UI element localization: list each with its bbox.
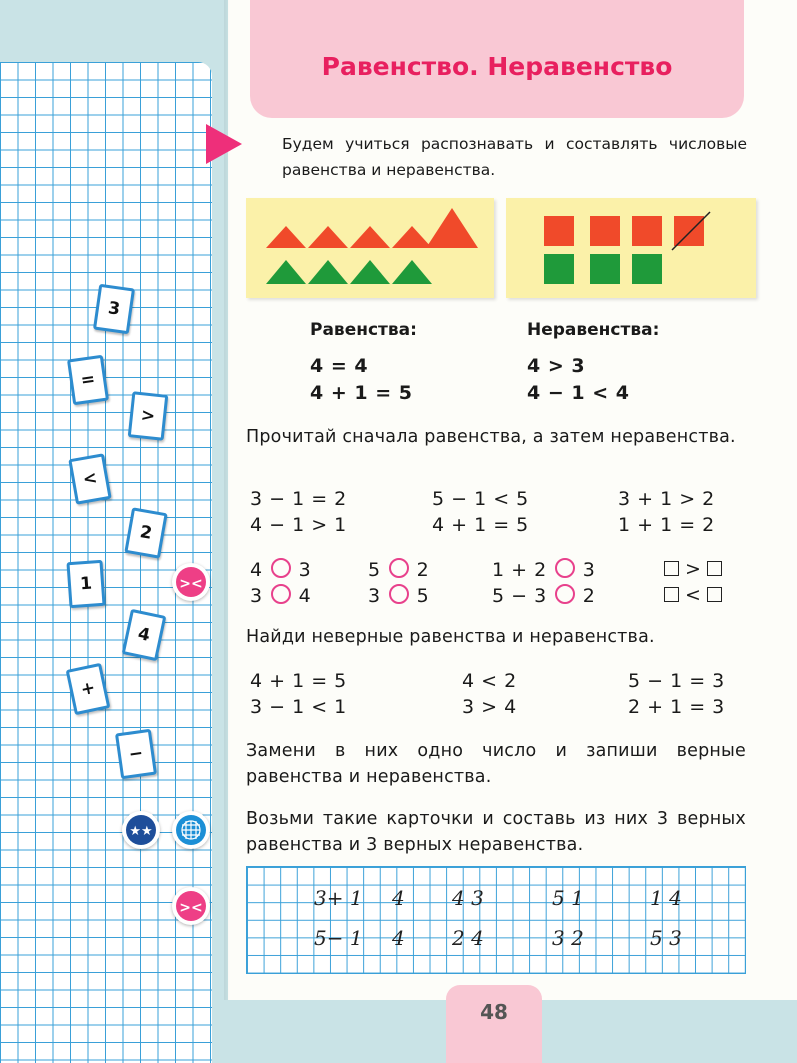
compare-item: 3 5 (368, 585, 430, 607)
page-number-tab (446, 985, 542, 1063)
green-triangle (392, 260, 432, 284)
box-compare: > (658, 558, 728, 580)
green-triangle (350, 260, 390, 284)
handwritten-answer: 3+ 1 (314, 886, 363, 910)
compare-signs-icon (172, 887, 210, 925)
red-triangle (266, 226, 306, 248)
compare-circle (389, 584, 409, 604)
page-number: 48 (480, 1000, 508, 1024)
equality-line: 4 + 1 = 5 (310, 382, 413, 404)
green-triangle (266, 260, 306, 284)
green-square (590, 254, 620, 284)
compare-item: 3 4 (250, 585, 312, 607)
red-square (544, 216, 574, 246)
handwritten-answer: 1 4 (650, 886, 682, 910)
page-title: Равенство. Неравенство (321, 52, 673, 81)
compare-item: 1 + 2 3 (492, 559, 596, 581)
task-make-cards: Возьми такие карточки и составь из них 3 верных равенства и 3 верных неравенства. (246, 809, 746, 855)
card-1: 1 (66, 560, 105, 608)
inequalities-header: Неравенства: (527, 320, 660, 340)
empty-box (707, 561, 722, 576)
grid-icon (172, 811, 210, 849)
box-compare: < (658, 584, 728, 606)
red-square (590, 216, 620, 246)
red-triangle (392, 226, 432, 248)
compare-item: 4 3 (250, 559, 312, 581)
card-minus: − (115, 729, 157, 780)
equality-line: 4 = 4 (310, 355, 369, 377)
handwritten-answer: 3 2 (552, 926, 584, 950)
compare-item: 5 2 (368, 559, 430, 581)
expression: 5 − 1 = 3 (628, 670, 725, 692)
squares-picture (506, 198, 756, 298)
expression: 3 > 4 (462, 696, 517, 718)
red-square (674, 216, 704, 246)
expression: 4 + 1 = 5 (250, 670, 347, 692)
empty-box (707, 587, 722, 602)
expression: 3 − 1 < 1 (250, 696, 347, 718)
compare-item: 5 − 3 2 (492, 585, 596, 607)
notebook-grid (246, 866, 746, 974)
expression: 4 + 1 = 5 (432, 514, 529, 536)
card-less: < (68, 453, 111, 505)
card-2: 2 (124, 507, 167, 559)
empty-box (664, 561, 679, 576)
handwritten-answer: 4 3 (452, 886, 484, 910)
expression: 1 + 1 = 2 (618, 514, 715, 536)
compare-signs-icon (172, 563, 210, 601)
red-triangle (308, 226, 348, 248)
arrow-marker-icon (204, 122, 244, 166)
big-red-triangle (426, 208, 478, 248)
card-3: 3 (93, 284, 135, 335)
green-triangle (308, 260, 348, 284)
equalities-header: Равенства: (310, 320, 417, 340)
compare-circle (271, 558, 291, 578)
expression: 4 − 1 > 1 (250, 514, 347, 536)
expression: 3 − 1 = 2 (250, 488, 347, 510)
inequality-line: 4 − 1 < 4 (527, 382, 630, 404)
handwritten-answer: 4 (392, 926, 405, 950)
expression: 2 + 1 = 3 (628, 696, 725, 718)
compare-circle (271, 584, 291, 604)
handwritten-answer: 2 4 (452, 926, 484, 950)
compare-circle (389, 558, 409, 578)
red-triangle (350, 226, 390, 248)
red-square (632, 216, 662, 246)
svg-text:★★: ★★ (129, 824, 153, 839)
green-square (632, 254, 662, 284)
task-find-wrong: Найди неверные равенства и неравенства. (246, 627, 655, 647)
handwritten-answer: 4 (392, 886, 405, 910)
svg-text:><: >< (179, 900, 203, 916)
card-greater: > (128, 391, 169, 441)
stars-icon (122, 811, 160, 849)
handwritten-answer: 5− 1 (314, 926, 363, 950)
lesson-intro: Будем учиться распознавать и составлять числовые равенства и неравенства. (282, 135, 747, 179)
empty-box (664, 587, 679, 602)
green-square (544, 254, 574, 284)
expression: 4 < 2 (462, 670, 517, 692)
handwritten-answer: 5 3 (650, 926, 682, 950)
inequality-line: 4 > 3 (527, 355, 586, 377)
expression: 5 − 1 < 5 (432, 488, 529, 510)
compare-circle (555, 584, 575, 604)
svg-text:><: >< (179, 576, 203, 592)
expression: 3 + 1 > 2 (618, 488, 715, 510)
task-read-instruction: Прочитай сначала равенства, а затем неравенства. (246, 427, 736, 447)
task-replace-number: Замени в них одно число и запиши верные равенства и неравенства. (246, 741, 746, 787)
compare-circle (555, 558, 575, 578)
handwritten-answer: 5 1 (552, 886, 584, 910)
card-4: 4 (122, 609, 167, 661)
card-plus: + (66, 663, 111, 715)
triangles-picture (246, 198, 494, 298)
card-equals: = (67, 355, 109, 406)
